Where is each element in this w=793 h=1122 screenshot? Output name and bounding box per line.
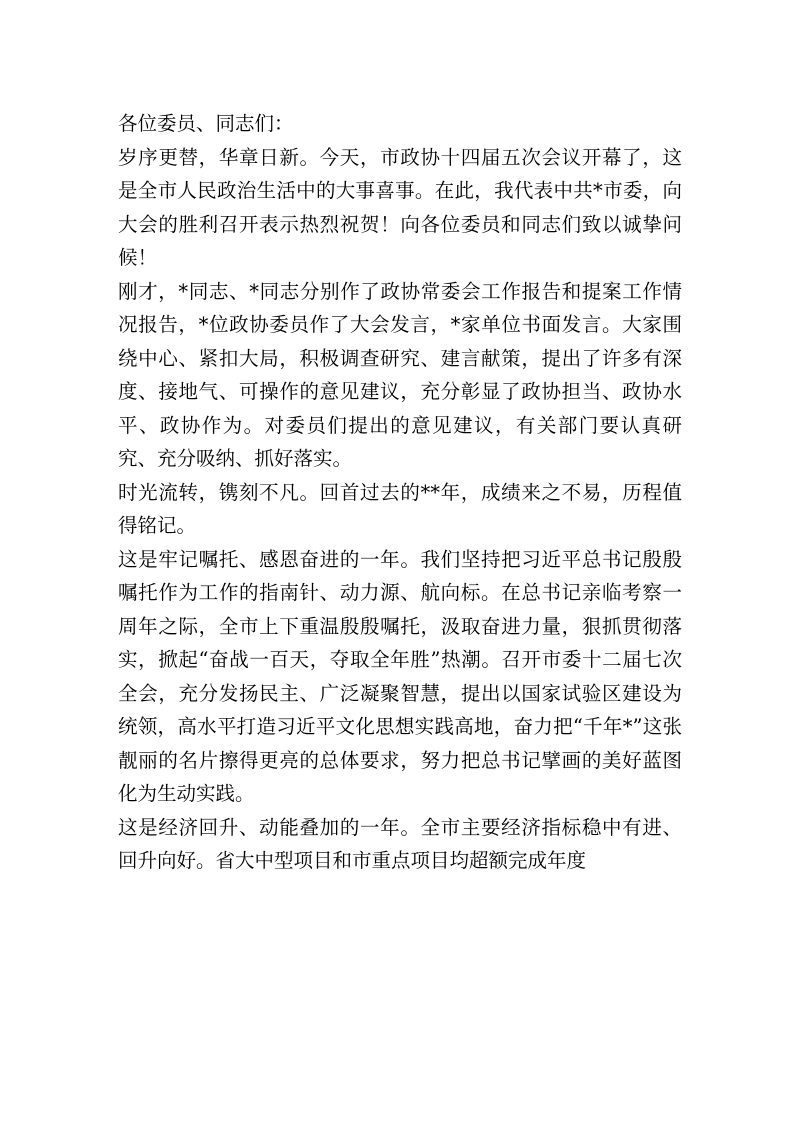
document-body	[118, 107, 682, 878]
salutation: 各位委员、同志们：	[118, 112, 294, 135]
paragraph-economy: 这是经济回升、动能叠加的一年。全市主要经济指标稳中有进、回升向好。省大中型项目和市重点项目均超额完成年度	[118, 815, 682, 872]
paragraph-mandate: 这是牢记嘱托、感恩奋进的一年。我们坚持把习近平总书记殷殷嘱托作为工作的指南针、动力源、航向标。在总书记亲临考察一周年之际，全市上下重温殷殷嘱托，汲取奋进力量，狠抓贯彻落实，掀起“奋战一百天，夺取全年胜”热潮。召开市委十二届七次全会，充分发扬民主、广泛凝聚智慧，提出以国家试验区建设为统领，高水平打造习近平文化思想实践高地，奋力把“千年*”这张靓丽的名片擦得更亮的总体要求，努力把总书记擘画的美好蓝图化为生动实践。	[118, 547, 682, 805]
paragraph-opening: 岁序更替，华章日新。今天，市政协十四届五次会议开幕了，这是全市人民政治生活中的大事喜事。在此，我代表中共*市委，向大会的胜利召开表示热烈祝贺！向各位委员和同志们致以诚挚问候！	[118, 145, 682, 269]
paragraph-reports: 刚才，*同志、*同志分别作了政协常委会工作报告和提案工作情况报告，*位政协委员作了大会发言，*家单位书面发言。大家围绕中心、紧扣大局，积极调查研究、建言献策，提出了许多有深度、接地气、可操作的意见建议，充分彰显了政协担当、政协水平、政协作为。对委员们提出的意见建议，有关部门要认真研究、充分吸纳、抓好落实。	[118, 279, 682, 470]
paragraph-review: 时光流转，镌刻不凡。回首过去的**年，成绩来之不易，历程值得铭记。	[118, 480, 682, 537]
